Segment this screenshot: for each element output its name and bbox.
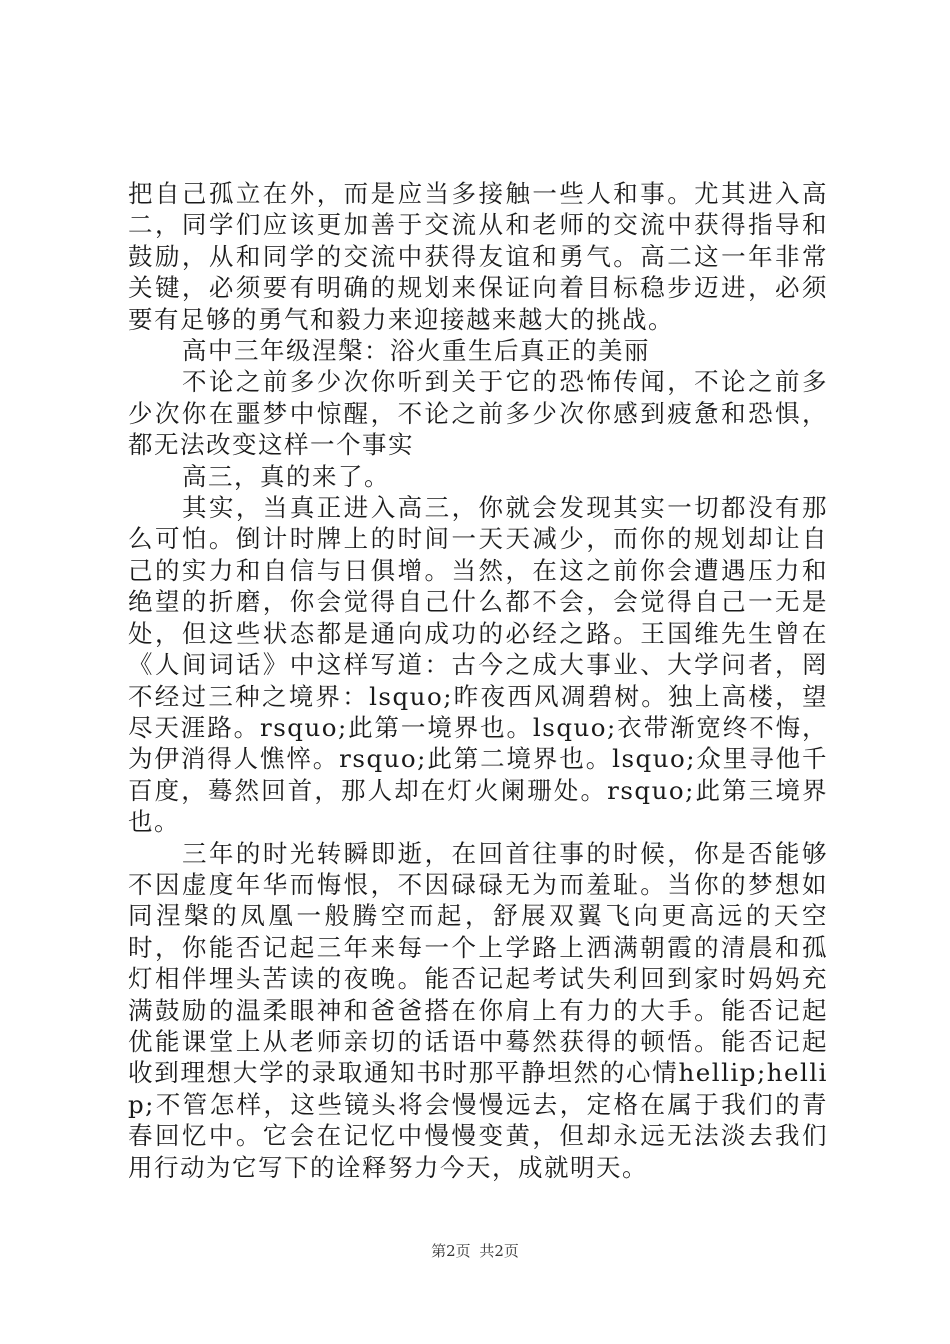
paragraph-3: 不论之前多少次你听到关于它的恐怖传闻，不论之前多少次你在噩梦中惊醒，不论之前多少次你感到疲惫和恐惧，都无法改变这样一个事实 <box>128 367 828 460</box>
paragraph-4: 高三，真的来了。 <box>182 461 390 491</box>
section-heading: 高中三年级涅槃：浴火重生后真正的美丽 <box>182 336 650 366</box>
paragraph-5: 其实，当真正进入高三，你就会发现其实一切都没有那么可怕。倒计时牌上的时间一天天减少，而你的规划却让自己的实力和自信与日俱增。当然，在这之前你会遭遇压力和绝望的折磨，你会觉得自己什么都不会，会觉得自己一无是处，但这些状态都是通向成功的必经之路。王国维先生曾在《人间词话》中这样写道：古今之成大事业、大学问者，罔不经过三种之境界：lsquo;昨夜西风凋碧树。独上高楼，望尽天涯路。rsquo;此第一境界也。lsquo;衣带渐宽终不悔，为伊消得人憔悴。rsquo;此第二境界也。lsquo;众里寻他千百度，蓦然回首，那人却在灯火阑珊处。rsquo;此第三境界也。 <box>128 493 828 837</box>
paragraph-6: 三年的时光转瞬即逝，在回首往事的时候，你是否能够不因虚度年华而悔恨，不因碌碌无为而羞耻。当你的梦想如同涅槃的凤凰一般腾空而起，舒展双翼飞向更高远的天空时，你能否记起三年来每一个上学路上洒满朝霞的清晨和孤灯相伴埋头苦读的夜晚。能否记起考试失利回到家时妈妈充满鼓励的温柔眼神和爸爸搭在你肩上有力的大手。能否记起优能课堂上从老师亲切的话语中蓦然获得的顿悟。能否记起收到理想大学的录取通知书时那平静坦然的心情hellip;hellip;不管怎样，这些镜头将会慢慢远去，定格在属于我们的青春回忆中。它会在记忆中慢慢变黄，但却永远无法淡去我们用行动为它写下的诠释努力今天，成就明天。 <box>128 838 828 1182</box>
paragraph-1: 把自己孤立在外，而是应当多接触一些人和事。尤其进入高二，同学们应该更加善于交流从和老师的交流中获得指导和鼓励，从和同学的交流中获得友谊和勇气。高二这一年非常关键，必须要有明确的规划来保证向着目标稳步迈进，必须要有足够的勇气和毅力来迎接越来越大的挑战。 <box>128 179 828 334</box>
page-footer <box>0 1240 950 1261</box>
page-count: 共2页 <box>479 1242 519 1260</box>
page-number: 第2页 <box>431 1242 471 1260</box>
body-text <box>128 178 828 1183</box>
